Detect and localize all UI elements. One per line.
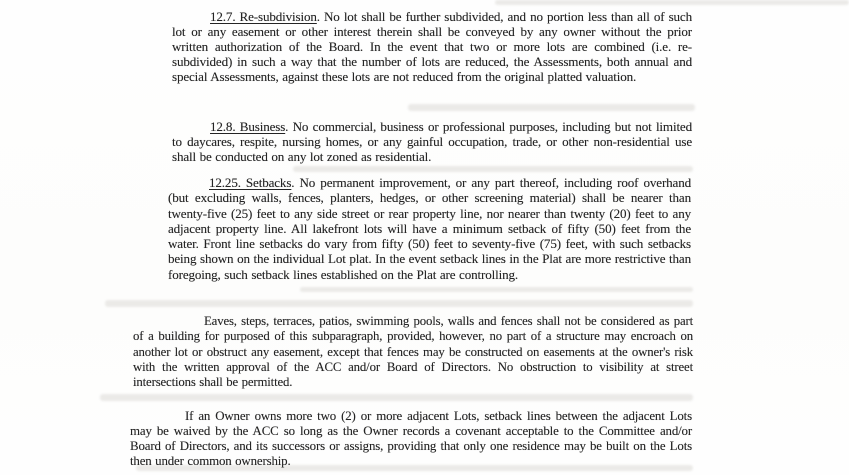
section-12-7-heading: 12.7. Re-subdivision (210, 9, 317, 24)
scan-artifact-band (100, 394, 693, 401)
section-12-8-heading: 12.8. Business (210, 119, 286, 134)
section-12-7-body: No lot shall be further subdivided, and no portion less than all of such lot or any easement or other interest therein shall be conveyed by any owner without the prior written authorization of the Board. In the event that two or more lots are combined (i.e. re-subdivided) in such a way that the number of lots are reduced, the Assessments, both annual and special Assessments, against these lots are not reduced from the original platted valuation. (172, 9, 692, 85)
scan-artifact-band (300, 287, 693, 292)
paragraph-adjacent-lots-waiver (130, 409, 692, 469)
paragraph-eaves-setback-exceptions (133, 314, 693, 390)
section-12-25-heading: 12.25. Setbacks (209, 175, 292, 190)
heading-separator: . (285, 119, 293, 134)
section-12-7-resubdivision (172, 9, 692, 84)
section-12-25-setbacks (168, 175, 691, 282)
scan-artifact-band (495, 0, 849, 5)
scan-artifact-band (105, 300, 693, 307)
scan-artifact-band (293, 166, 693, 172)
scan-artifact-band (408, 104, 695, 111)
heading-separator: . (316, 9, 324, 24)
section-12-25-body: No permanent improvement, or any part thereof, including roof overhand (but excluding walls, fences, planters, hedges, or other screening material) shall be nearer than twenty-five (25) feet to any side street or rear property line, nor nearer than twenty (20) feet to any adjacent property line. All lakefront lots will have a minimum setback of fifty (50) feet from the water. Front line setbacks do vary from fifty (50) feet to seventy-five (75) feet, with such setbacks being shown on the individual Lot plat. In the event setback lines in the Plat are more restrictive than foregoing, such setback lines established on the Plat are controlling. (168, 175, 692, 282)
section-12-8-business (172, 119, 692, 164)
paragraph-adjacent-lots-text: If an Owner owns more two (2) or more adjacent Lots, setback lines between the adjacent Lots may be waived by the ACC so long as the Owner records a covenant acceptable to the Committee and/or Board of Directors, and its successors or assigns, providing that only one residence may be built on the Lots then under common ownership. (130, 409, 692, 468)
section-12-8-body: No commercial, business or professional purposes, including but not limited to daycares, respite, nursing homes, or any gainful occupation, trade, or other non-residential use shall be conducted on any lot zoned as residential. (172, 119, 692, 165)
paragraph-eaves-text: Eaves, steps, terraces, patios, swimming pools, walls and fences shall not be considered as part of a building for purposed of this subparagraph, provided, however, no part of a structure may encroach on another lot or obstruct any easement, except that fences may be constructed on easements at the owner's risk with the written approval of the ACC and/or Board of Directors. No obstruction to visibility at street intersections shall be permitted. (133, 314, 693, 390)
heading-separator: . (291, 175, 300, 190)
